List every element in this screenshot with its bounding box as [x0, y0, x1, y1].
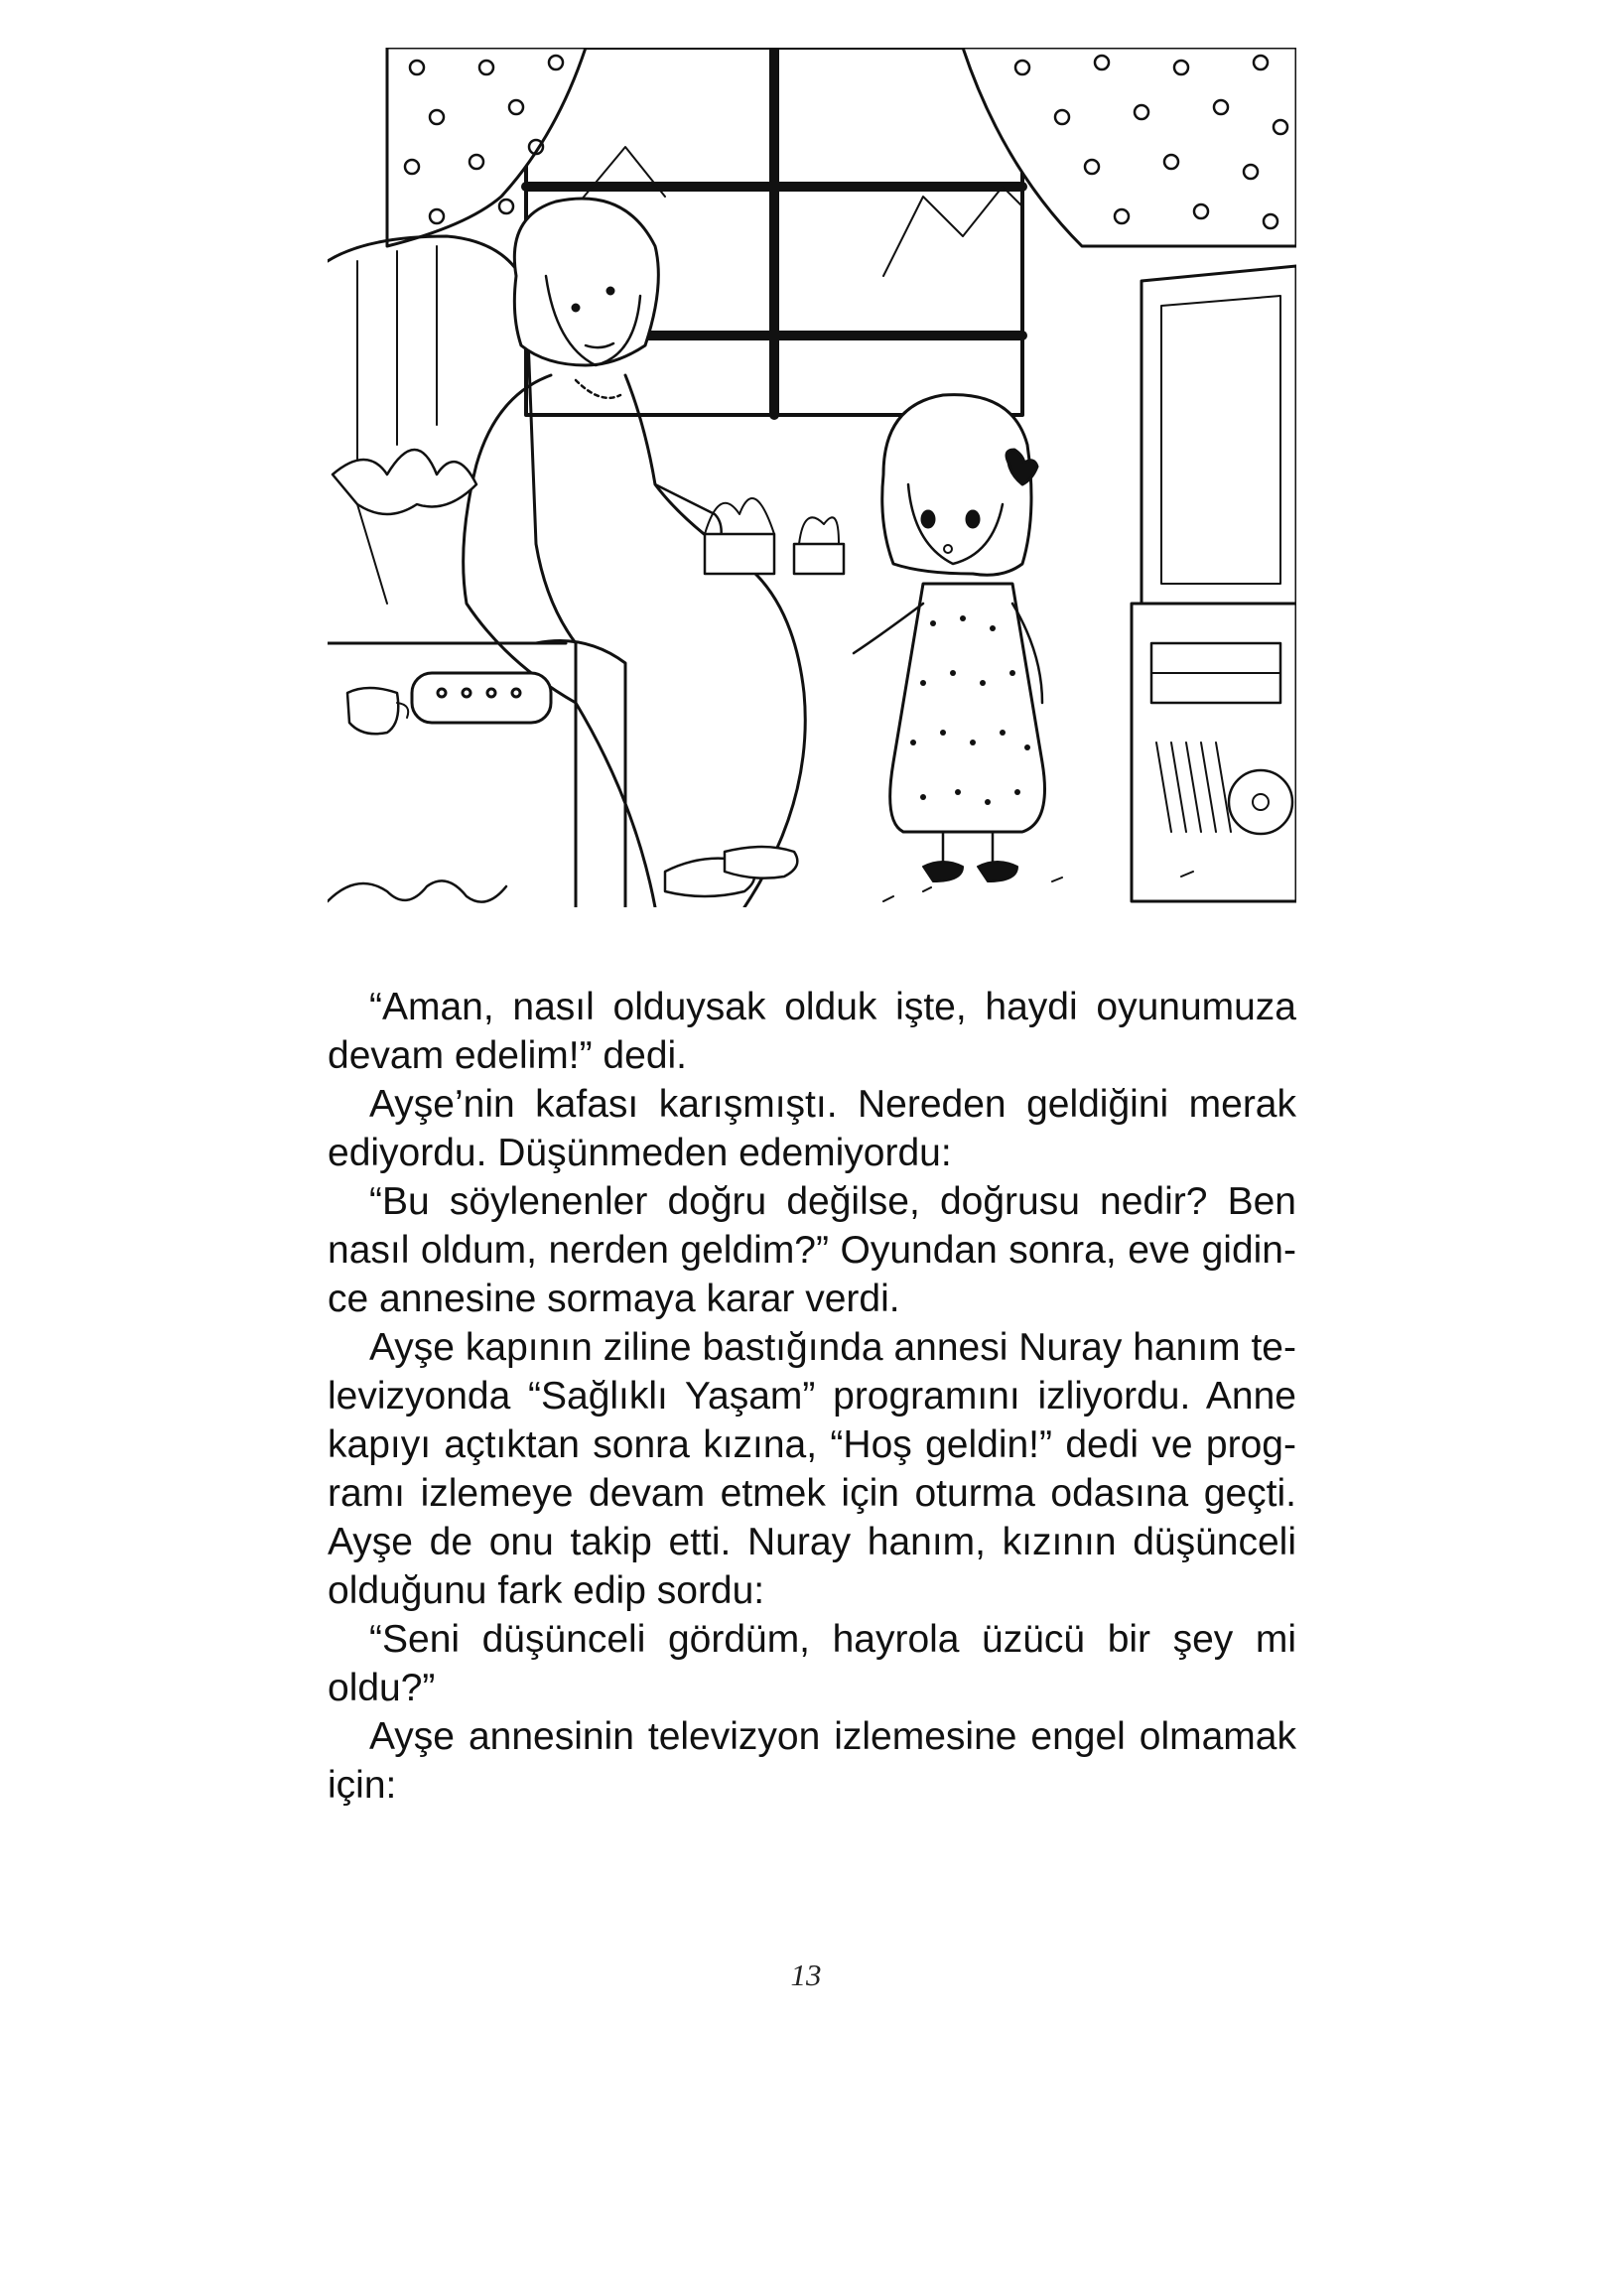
paragraph: “Bu söylenenler doğru değilse, doğrusu nedir? Ben nasıl oldum, nerden geldim?” Oyundan sonra, eve gidince annesine sormaya karar verdi. — [328, 1180, 1296, 1320]
page-number: 13 — [790, 1958, 822, 1992]
illustration-tv-cabinet — [1132, 266, 1296, 901]
paragraph: Ayşe annesinin televizyon izlemesine engel olmamak için: — [328, 1715, 1296, 1807]
paragraph: “Aman, nasıl olduysak olduk işte, haydi oyunumuza devam edelim!” dedi. — [328, 986, 1296, 1077]
paragraph: Ayşe’nin kafası karışmıştı. Nereden geldiğini merak ediyordu. Düşünmeden edemiyordu: — [328, 1083, 1296, 1174]
paragraph: Ayşe kapının ziline bastığında annesi Nuray hanım televizyonda “Sağlıklı Yaşam” programını izliyordu. Anne kapıyı açtıktan sonra kızına, “Hoş geldin!” dedi ve programı izlemeye devam etmek için oturma odasına geçti. Ayşe de onu takip etti. Nuray hanım, kızının düşünceli olduğunu fark edip sordu: — [328, 1326, 1296, 1612]
illustration-curtains — [387, 48, 1296, 246]
paragraph: “Seni düşünceli gördüm, hayrola üzücü bir şey mi oldu?” — [328, 1618, 1296, 1709]
story-illustration — [328, 48, 1296, 907]
illustration-plants — [333, 450, 844, 604]
illustration-girl — [854, 395, 1045, 881]
story-text — [328, 983, 1296, 1810]
illustration-table — [328, 643, 566, 734]
